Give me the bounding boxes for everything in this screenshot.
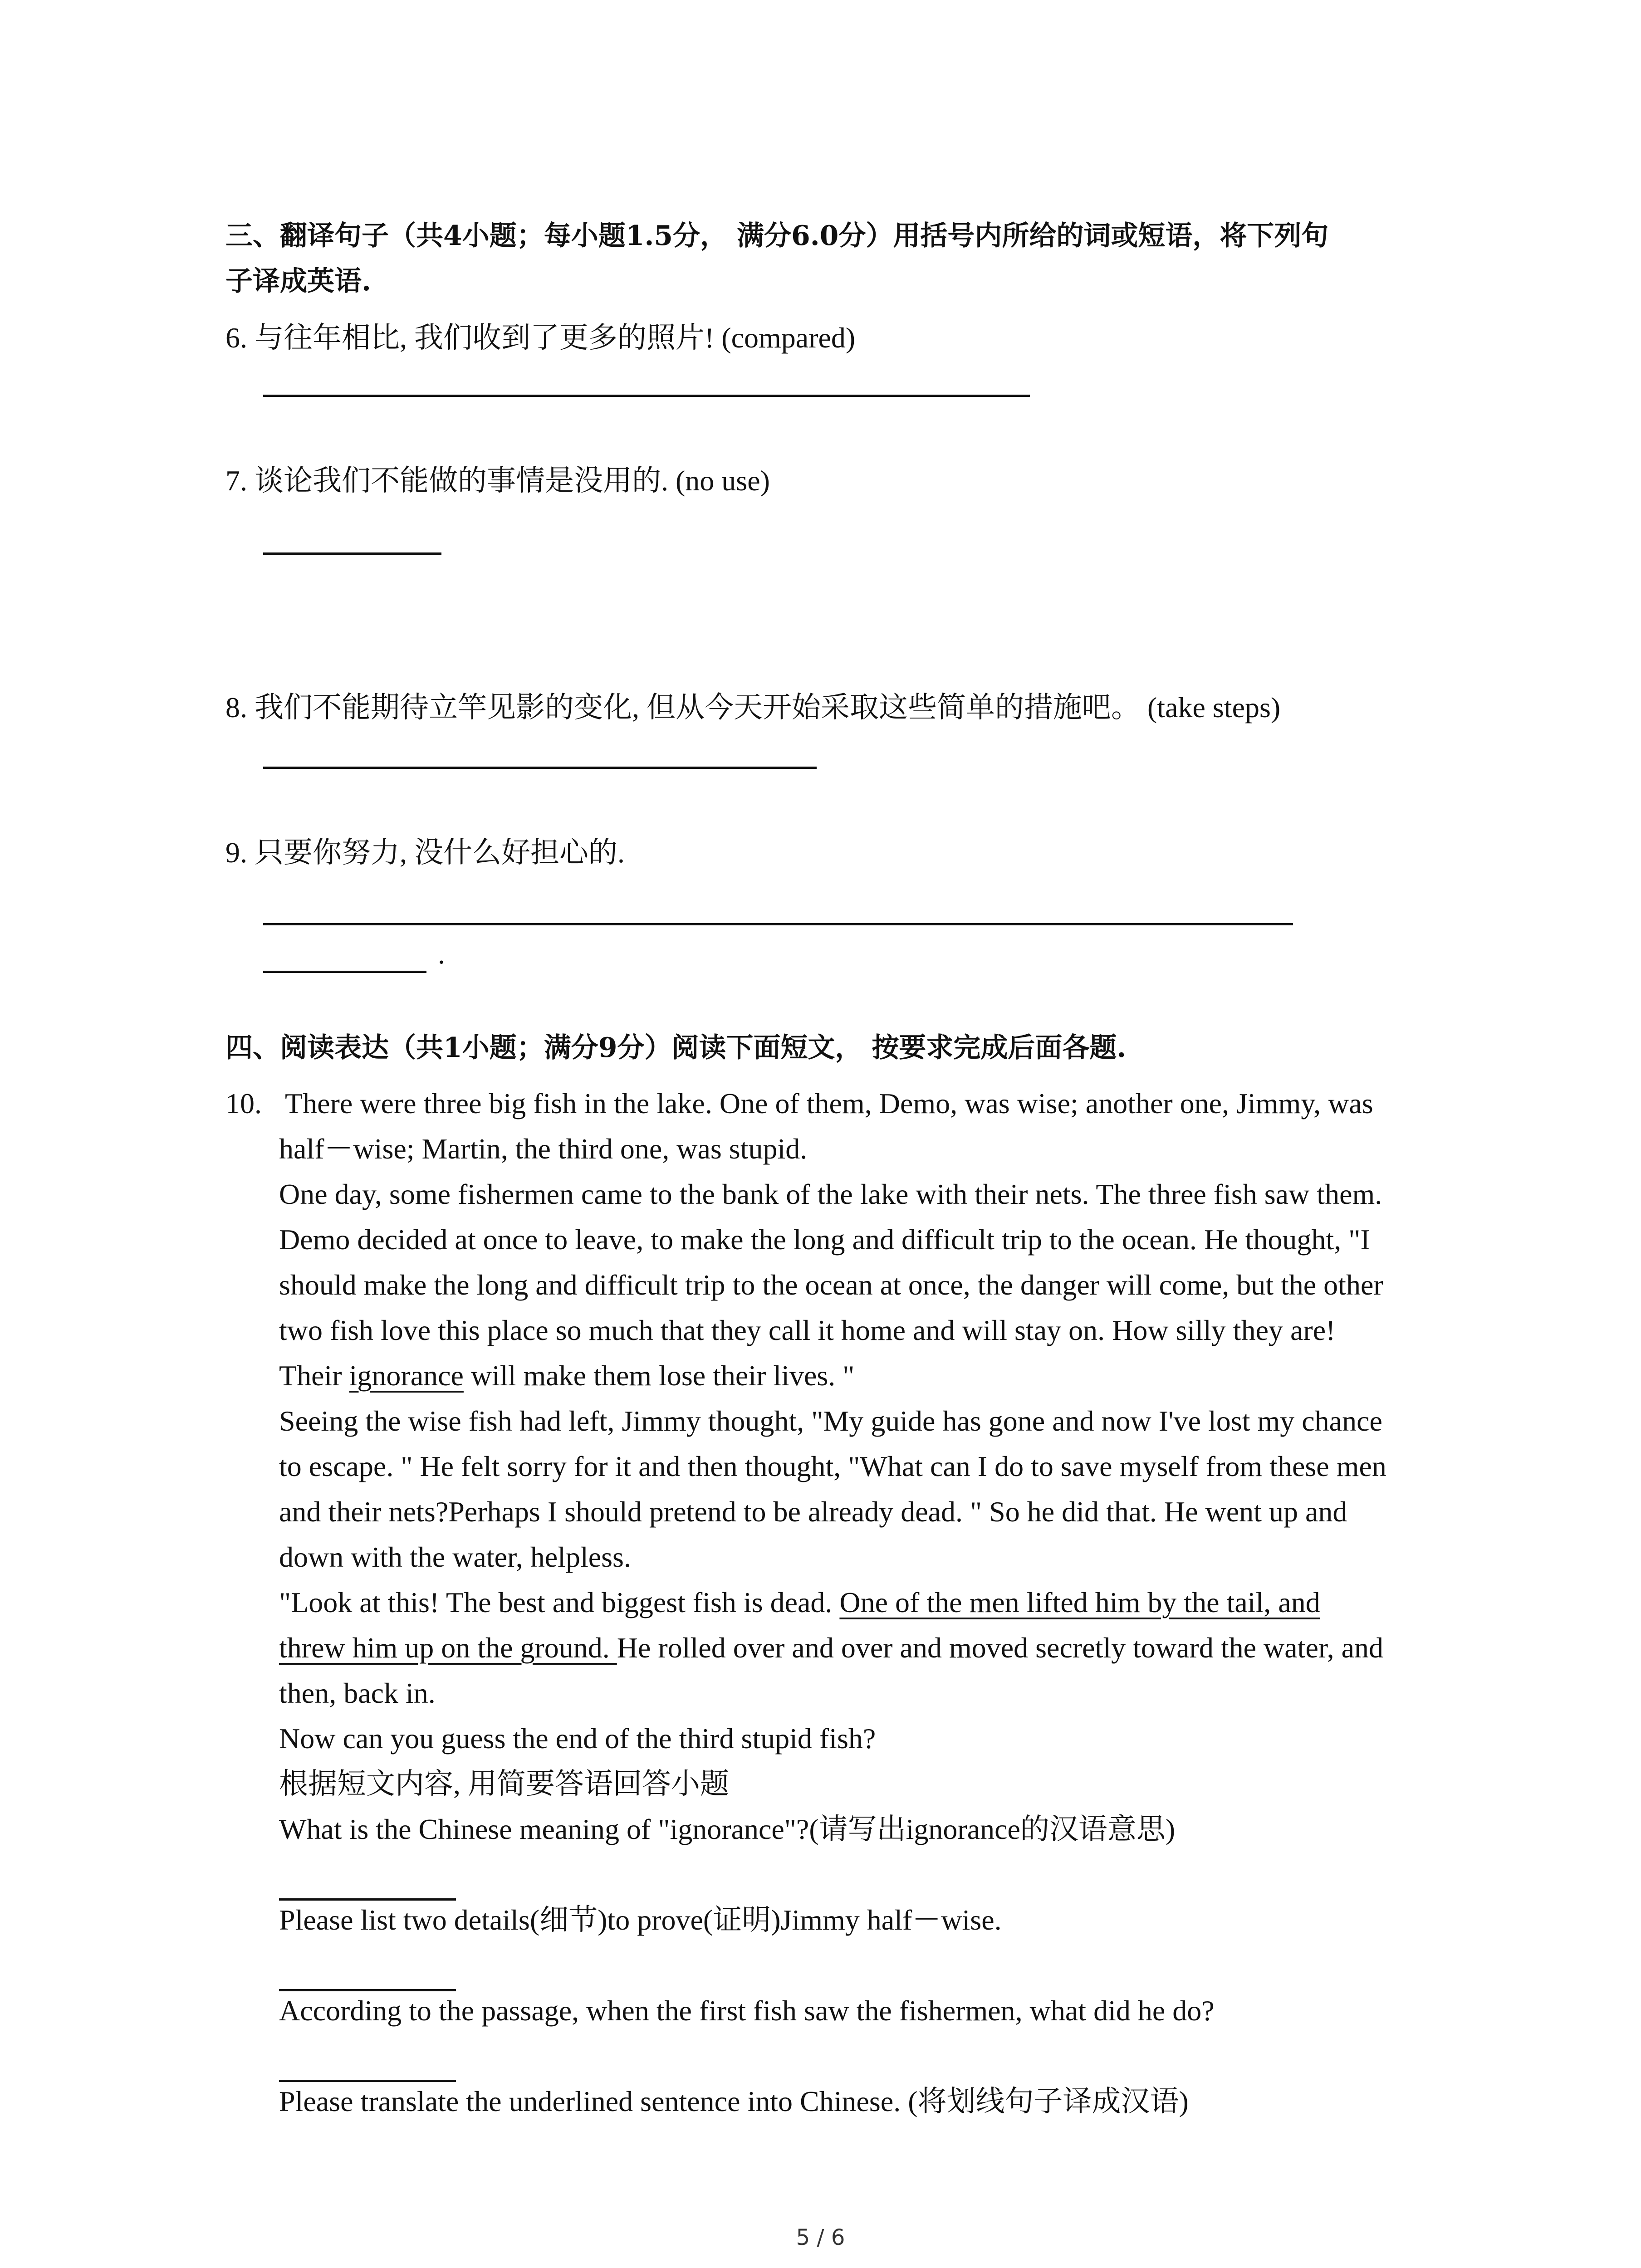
section3-heading-line1: 三、翻译句子（共4小题；每小题1.5分， 满分6.0分）用括号内所给的词或短语，将下列句 bbox=[225, 220, 1329, 252]
text-run: He rolled over and over and moved secretly toward the water, and bbox=[617, 1632, 1383, 1664]
passage-p4-line2 bbox=[279, 1628, 1383, 1668]
passage-p1-line1: There were three big fish in the lake. One of them, Demo, was wise; another one, Jimmy, was bbox=[285, 1087, 1373, 1119]
answer-instructions: 根据短文内容, 用简要答语回答小题 bbox=[279, 1768, 729, 1800]
subquestion-1: What is the Chinese meaning of "ignorance"?(请写出ignorance的汉语意思) bbox=[279, 1813, 1176, 1845]
question-6: 6. 与往年相比, 我们收到了更多的照片! (compared) bbox=[225, 322, 856, 354]
passage-p2-line4: two fish love this place so much that they call it home and will stay on. How silly they are! bbox=[279, 1314, 1336, 1346]
page-number: 5 / 6 bbox=[796, 2225, 845, 2250]
passage-p1-line2: half－wise; Martin, the third one, was stupid. bbox=[279, 1133, 808, 1165]
passage-p3-line4: down with the water, helpless. bbox=[279, 1541, 631, 1573]
passage-p3-line1: Seeing the wise fish had left, Jimmy thought, "My guide has gone and now I've lost my chance bbox=[279, 1405, 1382, 1437]
passage-p5: Now can you guess the end of the third stupid fish? bbox=[279, 1722, 876, 1755]
answer-blank-9a[interactable] bbox=[263, 923, 1293, 925]
passage-p4-line1 bbox=[279, 1582, 1320, 1623]
passage-p4-line3: then, back in. bbox=[279, 1677, 436, 1709]
underlined-sentence-part1: One of the men lifted him by the tail, and bbox=[839, 1586, 1320, 1618]
passage-p2-line3: should make the long and difficult trip to the ocean at once, the danger will come, but the other bbox=[279, 1269, 1383, 1301]
answer-blank-6[interactable] bbox=[263, 395, 1030, 397]
answer-blank-8[interactable] bbox=[263, 767, 817, 769]
text-run: Their bbox=[279, 1359, 349, 1392]
section4-heading: 四、阅读表达（共1小题；满分9分）阅读下面短文， 按要求完成后面各题. bbox=[225, 1032, 1127, 1064]
text-run: will make them lose their lives. " bbox=[463, 1359, 855, 1392]
passage-p3-line3: and their nets?Perhaps I should pretend to be already dead. " So he did that. He went up and bbox=[279, 1496, 1347, 1528]
passage-p2-line1: One day, some fishermen came to the bank of the lake with their nets. The three fish saw them. bbox=[279, 1178, 1382, 1210]
question-8: 8. 我们不能期待立竿见影的变化, 但从今天开始采取这些简单的措施吧。 (take steps) bbox=[225, 691, 1281, 723]
section3-heading-line2: 子译成英语. bbox=[225, 265, 371, 297]
question-10-number: 10. bbox=[225, 1087, 262, 1119]
question-9: 9. 只要你努力, 没什么好担心的. bbox=[225, 836, 625, 869]
passage-p2-line5 bbox=[279, 1355, 854, 1396]
answer-blank-7[interactable] bbox=[263, 552, 441, 555]
passage-p2-line2: Demo decided at once to leave, to make the long and difficult trip to the ocean. He thought, "I bbox=[279, 1223, 1370, 1256]
underlined-sentence-part2: threw him up on the ground. bbox=[279, 1632, 617, 1664]
subquestion-3: According to the passage, when the first fish saw the fishermen, what did he do? bbox=[279, 1994, 1215, 2027]
underlined-word-ignorance: ignorance bbox=[349, 1359, 464, 1392]
answer-blank-9b[interactable] bbox=[263, 971, 426, 973]
question-9-period: . bbox=[438, 938, 445, 970]
subquestion-2: Please list two details(细节)to prove(证明)Jimmy half－wise. bbox=[279, 1904, 1002, 1936]
text-run: "Look at this! The best and biggest fish is dead. bbox=[279, 1586, 840, 1618]
question-7: 7. 谈论我们不能做的事情是没用的. (no use) bbox=[225, 464, 770, 497]
subquestion-4: Please translate the underlined sentence into Chinese. (将划线句子译成汉语) bbox=[279, 2085, 1189, 2117]
passage-p3-line2: to escape. " He felt sorry for it and then thought, "What can I do to save myself from these men bbox=[279, 1450, 1386, 1482]
